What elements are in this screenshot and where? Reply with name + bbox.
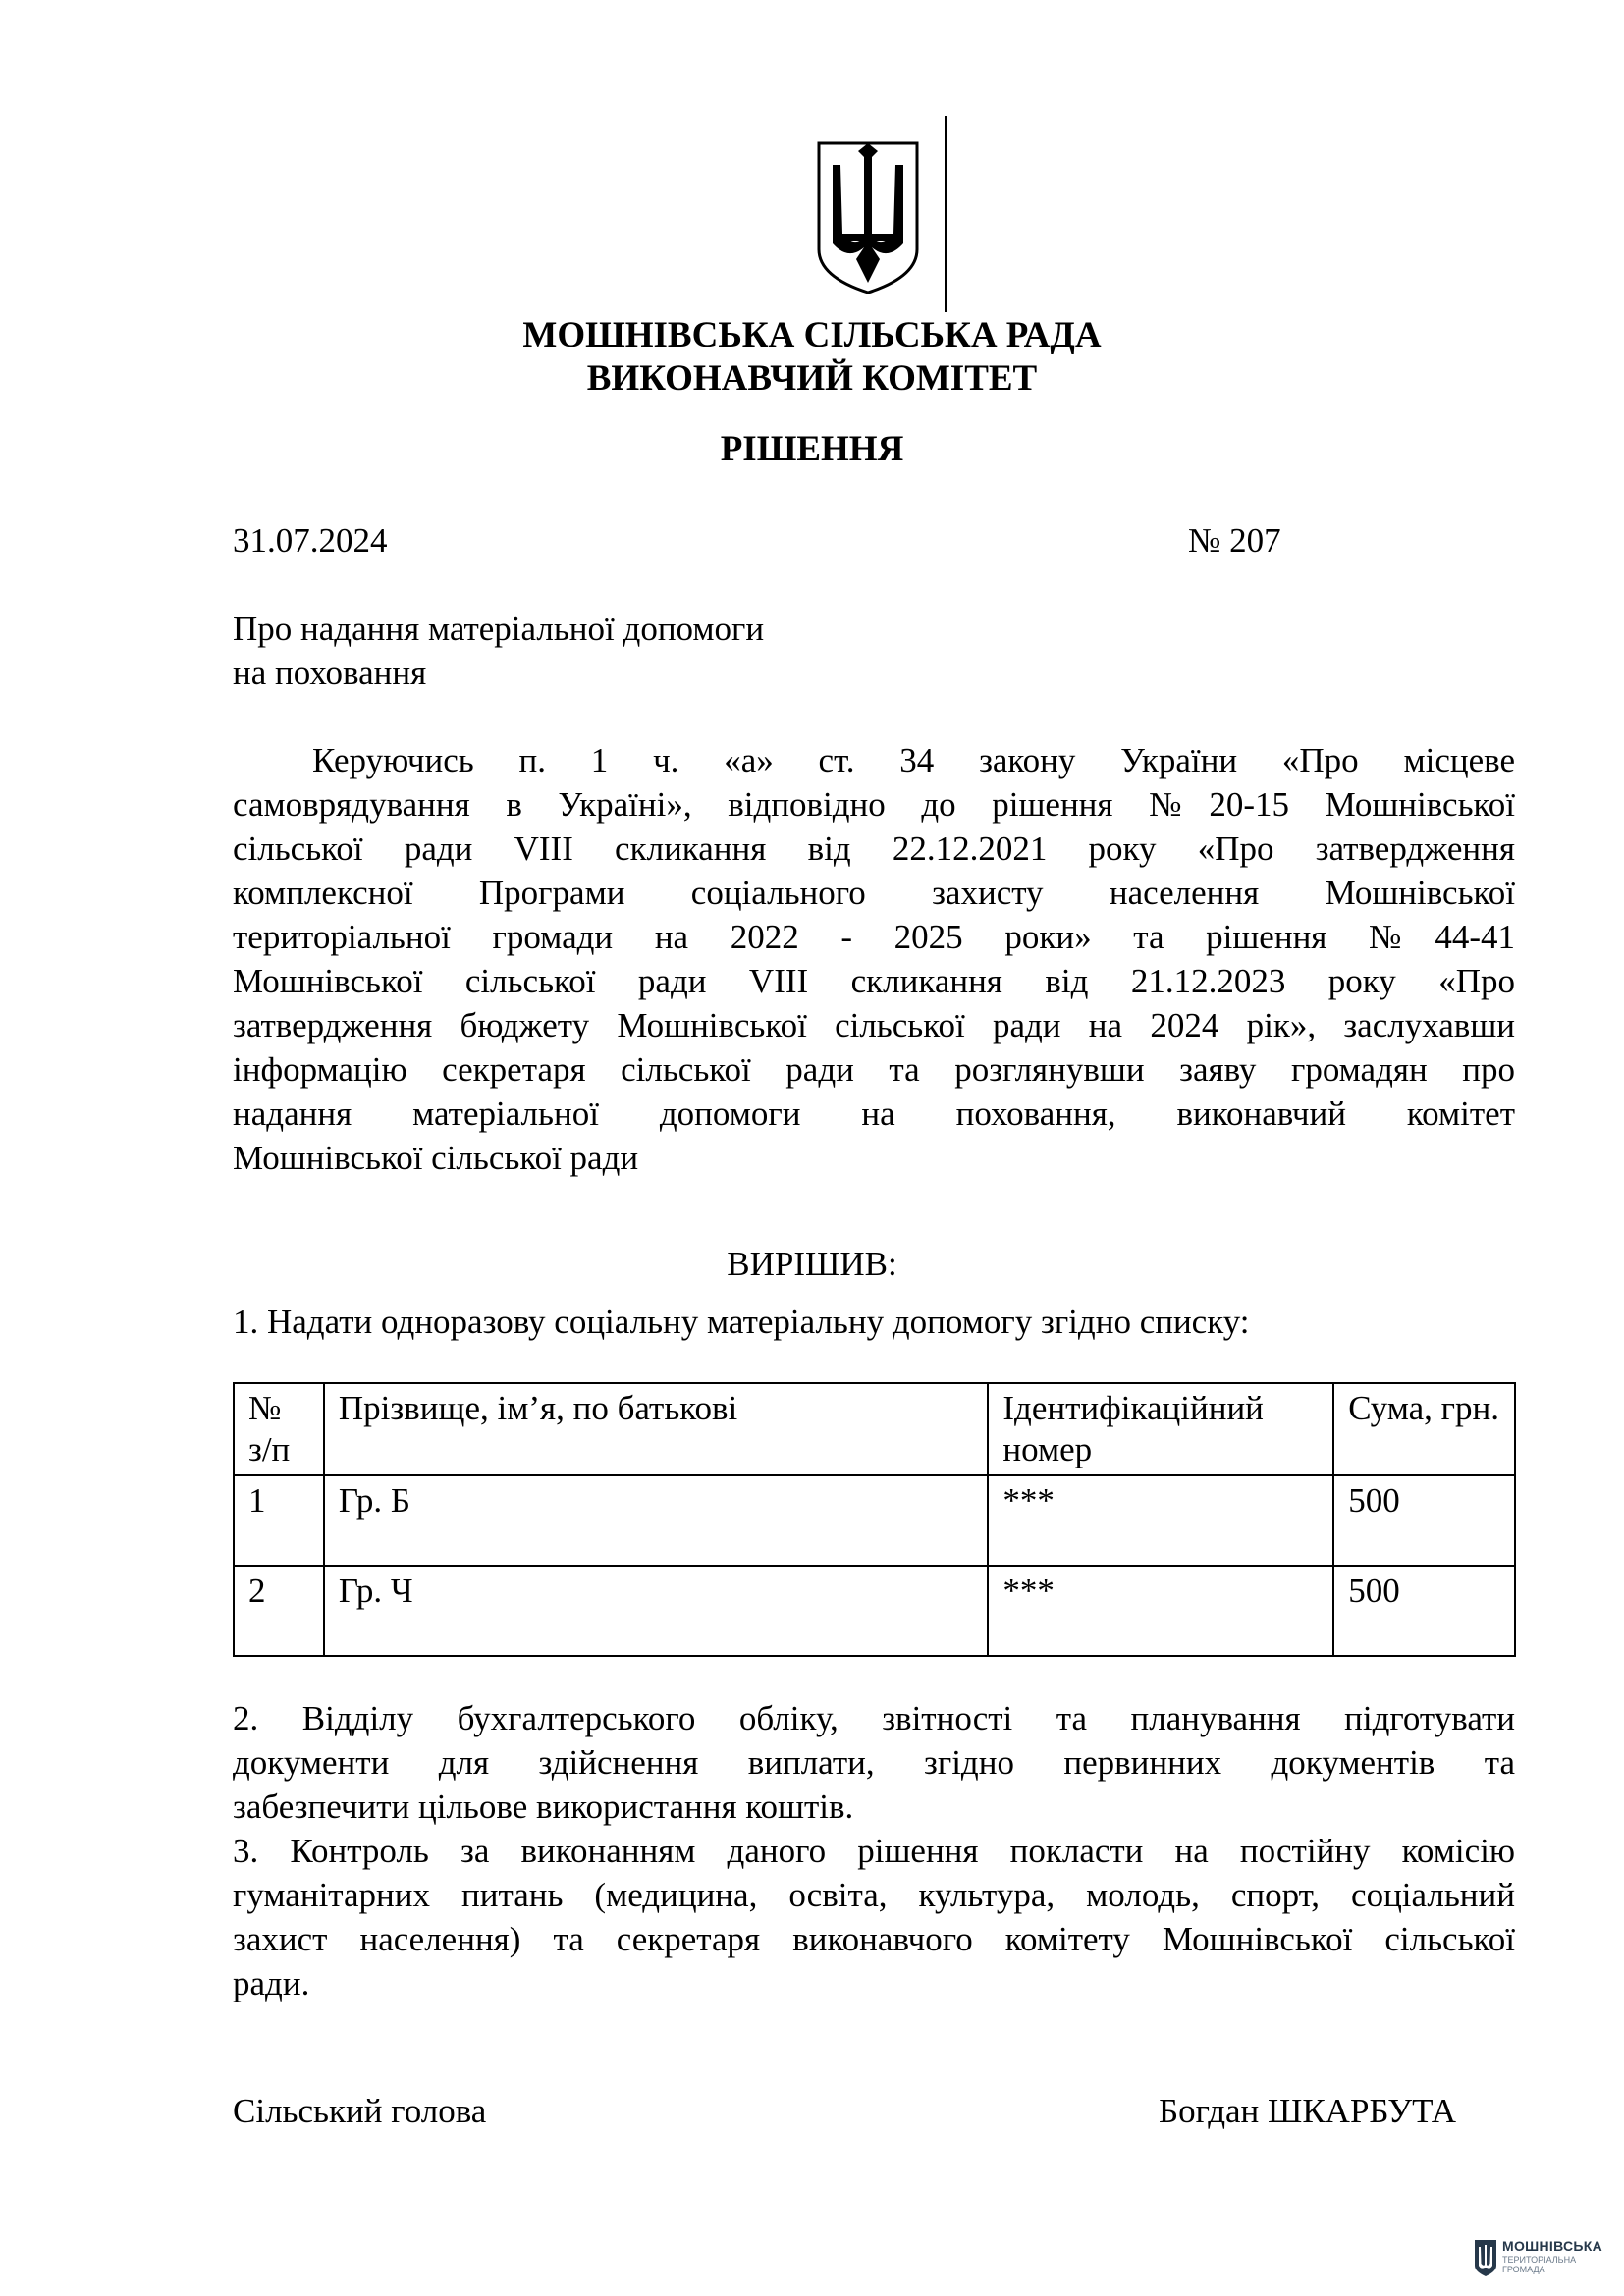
header-id: Ідентифікаційний номер: [988, 1383, 1333, 1475]
header-sum: Сума, грн.: [1333, 1383, 1515, 1475]
watermark-subtitle: ТЕРИТОРІАЛЬНА ГРОМАДА: [1502, 2255, 1577, 2274]
item-2-line-1: 2. Відділу бухгалтерського обліку, звітності та планування підготувати: [233, 1699, 1515, 1737]
preamble-line-4: комплексної Програми соціального захисту населення Мошнівської: [233, 874, 1515, 912]
document-type: РІШЕННЯ: [720, 429, 904, 469]
row-sum: 500: [1333, 1475, 1515, 1566]
row-id: ***: [988, 1566, 1333, 1656]
header-divider: [945, 116, 947, 312]
preamble-line-7: затвердження бюджету Мошнівської сільської ради на 2024 рік», заслухавши: [233, 1006, 1515, 1044]
council-title: МОШНІВСЬКА СІЛЬСЬКА РАДА: [522, 315, 1102, 355]
preamble-line-5: територіальної громади на 2022 - 2025 роки» та рішення №44-41: [233, 918, 1515, 956]
item-2-line-3: забезпечити цільове використання коштів.: [233, 1788, 854, 1826]
item-3-line-1: 3. Контроль за виконанням даного рішення покласти на постійну комісію: [233, 1832, 1515, 1870]
preamble-line-9: надання матеріальної допомоги на поховання, виконавчий комітет: [233, 1095, 1515, 1133]
row-id: ***: [988, 1475, 1333, 1566]
subject-line-1: Про надання матеріальної допомоги: [233, 610, 765, 648]
row-num: 2: [234, 1566, 324, 1656]
preamble-line-10: Мошнівської сільської ради: [233, 1139, 639, 1177]
community-shield-icon: [1473, 2238, 1498, 2277]
preamble-line-8: інформацію секретаря сільської ради та розглянувши заяву громадян про: [233, 1050, 1515, 1089]
item-1-text: 1. Надати одноразову соціальну матеріальну допомогу згідно списку:: [233, 1303, 1250, 1341]
item-2-line-2: документи для здійснення виплати, згідно первинних документів та: [233, 1743, 1515, 1782]
item-3-line-3: захист населення) та секретаря виконавчого комітету Мошнівської сільської: [233, 1920, 1515, 1958]
table-header-row: [234, 1383, 1515, 1475]
header-name: Прізвище, ім’я, по батькові: [324, 1383, 988, 1475]
coat-of-arms-icon: [815, 139, 921, 294]
item-3-line-2: гуманітарних питань (медицина, освіта, культура, молодь, спорт, соціальний: [233, 1876, 1515, 1914]
row-sum: 500: [1333, 1566, 1515, 1656]
watermark-title: МОШНІВСЬКА: [1502, 2238, 1603, 2254]
community-watermark: [1473, 2236, 1620, 2285]
row-name: Гр. Ч: [324, 1566, 988, 1656]
row-num: 1: [234, 1475, 324, 1566]
preamble-line-2: самоврядування в Україні», відповідно до рішення №20-15 Мошнівської: [233, 785, 1515, 824]
aid-recipients-table: [233, 1382, 1516, 1657]
committee-title: ВИКОНАВЧИЙ КОМІТЕТ: [586, 358, 1038, 399]
decided-heading: ВИРІШИВ:: [727, 1245, 897, 1283]
preamble-line-3: сільської ради VIII скликання від 22.12.2021 року «Про затвердження: [233, 829, 1515, 868]
signature-name: Богдан ШКАРБУТА: [1159, 2092, 1456, 2130]
decision-number: № 207: [1188, 521, 1281, 560]
table-row: [234, 1566, 1515, 1656]
preamble-line-6: Мошнівської сільської ради VIII скликання від 21.12.2023 року «Про: [233, 962, 1515, 1000]
decision-date: 31.07.2024: [233, 521, 388, 560]
preamble-line-1: Керуючись п. 1 ч. «а» ст. 34 закону України «Про місцеве: [312, 741, 1515, 779]
item-3-line-4: ради.: [233, 1964, 310, 2002]
signature-position: Сільський голова: [233, 2092, 487, 2130]
header-num: № з/п: [234, 1383, 324, 1475]
table-row: [234, 1475, 1515, 1566]
row-name: Гр. Б: [324, 1475, 988, 1566]
subject-line-2: на поховання: [233, 654, 427, 692]
